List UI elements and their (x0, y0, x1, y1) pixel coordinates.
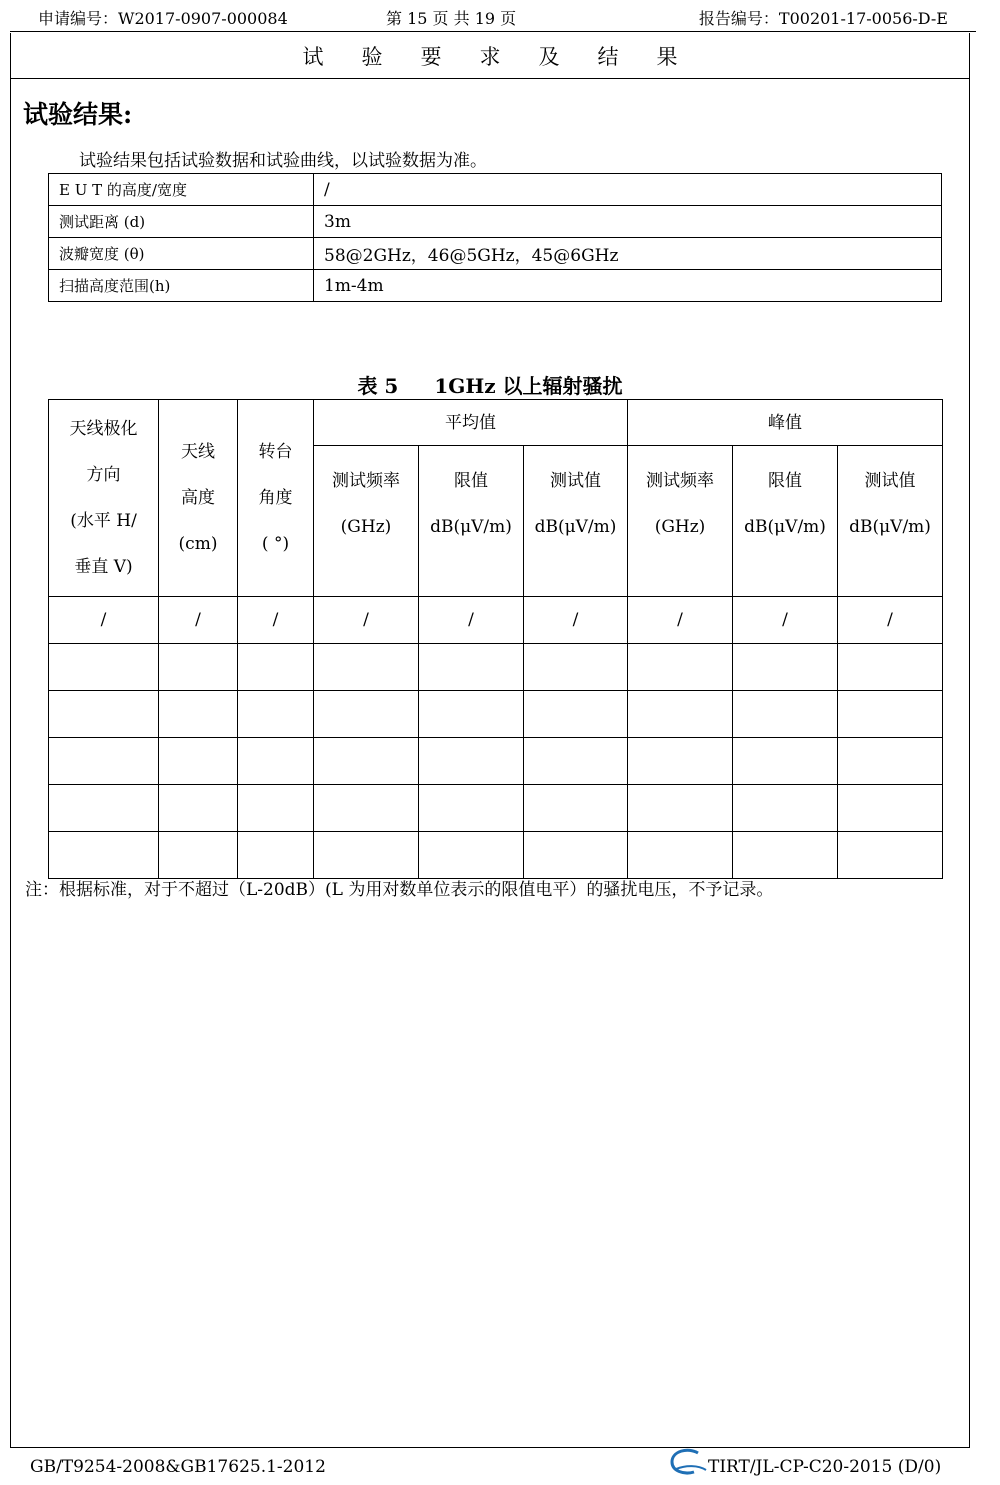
table-row (49, 644, 943, 691)
table-cell (49, 832, 159, 879)
table-cell (419, 785, 524, 832)
table-row (49, 832, 943, 879)
table-cell (733, 644, 838, 691)
table-cell (238, 738, 314, 785)
table-cell (49, 738, 159, 785)
table-cell: / (238, 597, 314, 644)
table-row (49, 174, 942, 206)
table-cell (238, 691, 314, 738)
table-cell: / (159, 597, 238, 644)
table-cell (524, 691, 628, 738)
table-cell (838, 785, 943, 832)
table-row (49, 738, 943, 785)
results-intro: 试验结果包括试验数据和试验曲线，以试验数据为准。 (79, 151, 487, 171)
table-number: 表 5 (357, 374, 399, 398)
table-cell (314, 785, 419, 832)
institute-logo-icon (668, 1447, 708, 1477)
table-cell (733, 832, 838, 879)
group-peak: 峰值 (628, 400, 943, 446)
table-cell (314, 644, 419, 691)
table-row (49, 597, 943, 644)
table-cell: / (733, 597, 838, 644)
table-cell (838, 691, 943, 738)
table-cell: / (524, 597, 628, 644)
table-title: 1GHz 以上辐射骚扰 (434, 374, 623, 398)
table-cell (524, 785, 628, 832)
table-cell (838, 738, 943, 785)
header-divider (10, 31, 976, 32)
table-cell: / (838, 597, 943, 644)
condition-label: 波瓣宽度 (θ) (49, 238, 314, 270)
table-row (49, 270, 942, 302)
table-cell (238, 785, 314, 832)
table-cell (628, 785, 733, 832)
table-row (49, 238, 942, 270)
table-caption (11, 370, 969, 399)
table-note: 注：根据标准，对于不超过（L-20dB）(L 为用对数单位表示的限值电平）的骚扰电压，不予记录。 (25, 880, 774, 900)
table-cell (49, 644, 159, 691)
table-cell (159, 738, 238, 785)
table-cell (419, 738, 524, 785)
table-cell (419, 644, 524, 691)
col-antenna-polarization: 天线极化 方向 (水平 H/ 垂直 V) (49, 400, 159, 597)
test-conditions-table (48, 173, 942, 302)
table-cell (733, 738, 838, 785)
table-cell (628, 644, 733, 691)
table-row (49, 206, 942, 238)
table-cell (159, 691, 238, 738)
table-cell (314, 738, 419, 785)
table-cell (524, 644, 628, 691)
table-row (49, 785, 943, 832)
table-cell (159, 785, 238, 832)
table-cell: / (49, 597, 159, 644)
table-cell (49, 785, 159, 832)
condition-label: 测试距离 (d) (49, 206, 314, 238)
table-cell: / (419, 597, 524, 644)
col-peak-limit: 限值 dB(μV/m) (733, 446, 838, 597)
group-average: 平均值 (314, 400, 628, 446)
col-peak-value: 测试值 dB(μV/m) (838, 446, 943, 597)
table-cell (733, 691, 838, 738)
col-avg-frequency: 测试频率 (GHz) (314, 446, 419, 597)
table-cell (159, 644, 238, 691)
table-cell (524, 738, 628, 785)
results-body (49, 597, 943, 879)
table-cell: / (628, 597, 733, 644)
table-cell (314, 691, 419, 738)
table-cell (238, 832, 314, 879)
condition-value: 58@2GHz，46@5GHz，45@6GHz (314, 238, 942, 270)
col-peak-frequency: 测试频率 (GHz) (628, 446, 733, 597)
table-cell (838, 644, 943, 691)
condition-label: E U T 的高度/宽度 (49, 174, 314, 206)
table-cell (838, 832, 943, 879)
page-frame (10, 33, 970, 1448)
table-row (49, 691, 943, 738)
table-cell (419, 832, 524, 879)
table-cell (49, 691, 159, 738)
table-cell: / (314, 597, 419, 644)
col-avg-value: 测试值 dB(μV/m) (524, 446, 628, 597)
section-title: 试验要求及结果 (11, 33, 969, 79)
table-cell (628, 832, 733, 879)
col-antenna-height: 天线 高度 (cm) (159, 400, 238, 597)
table-cell (159, 832, 238, 879)
col-avg-limit: 限值 dB(μV/m) (419, 446, 524, 597)
condition-value: / (314, 174, 942, 206)
application-number: 申请编号：W2017-0907-000084 (38, 9, 288, 28)
radiated-disturbance-table (48, 399, 943, 879)
table-cell (628, 691, 733, 738)
footer-form-code: TIRT/JL-CP-C20-2015 (D/0) (708, 1457, 942, 1477)
results-heading: 试验结果: (23, 100, 133, 129)
table-cell (314, 832, 419, 879)
footer-standard: GB/T9254-2008&GB17625.1-2012 (30, 1457, 326, 1477)
table-cell (524, 832, 628, 879)
col-turntable-angle: 转台 角度 ( °) (238, 400, 314, 597)
page-number: 第 15 页 共 19 页 (386, 9, 517, 28)
table-cell (628, 738, 733, 785)
condition-value: 1m-4m (314, 270, 942, 302)
table-cell (419, 691, 524, 738)
condition-value: 3m (314, 206, 942, 238)
condition-label: 扫描高度范围(h) (49, 270, 314, 302)
table-cell (733, 785, 838, 832)
report-number: 报告编号：T00201-17-0056-D-E (698, 9, 948, 28)
table-cell (238, 644, 314, 691)
